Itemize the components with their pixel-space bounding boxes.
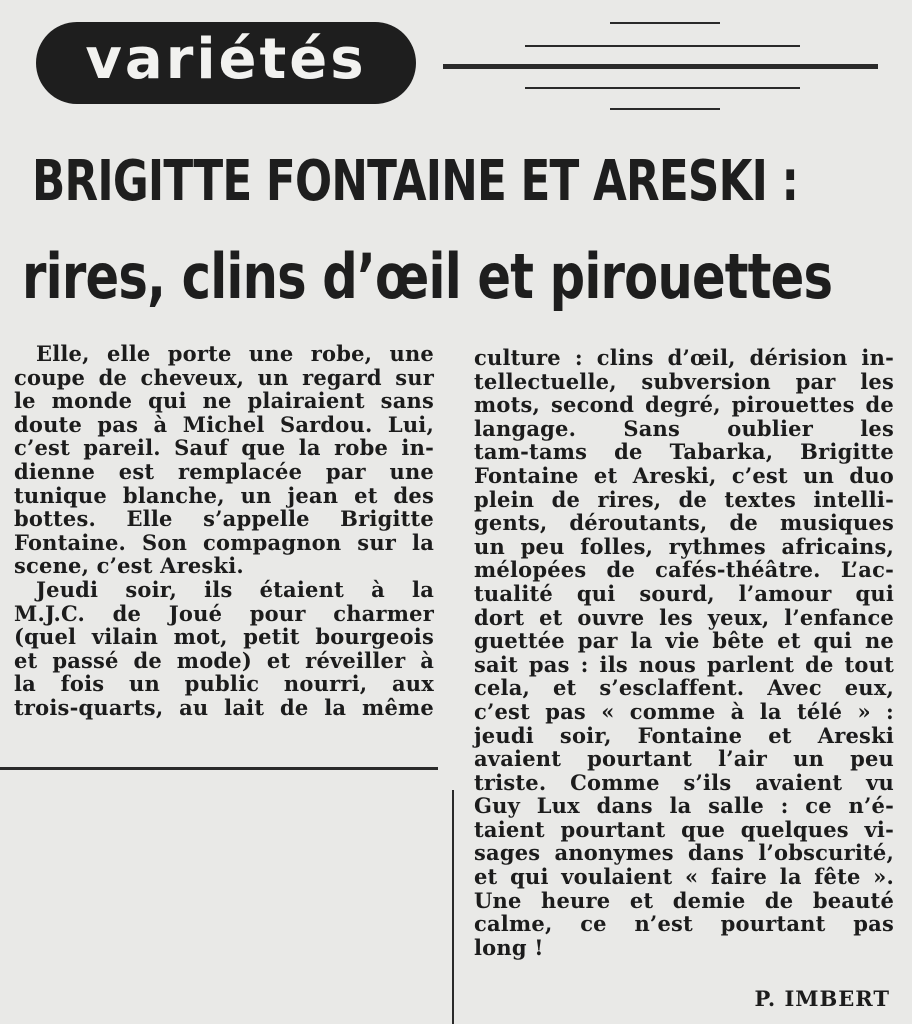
text-line: doute pas à Michel Sardou. Lui, [14,411,434,437]
text-line: calme, ce n’est pourtant pas [474,911,894,937]
text-line: dienne est remplacée par une [14,458,434,484]
text-line: Elle, elle porte une robe, une [36,341,434,366]
text-line: Guy Lux dans la salle : ce n’é- [474,793,894,819]
column-rule-vertical [452,790,454,1024]
text-line: la fois un public nourri, aux [14,671,434,697]
text-line: le monde qui ne plairaient sans [14,388,434,414]
text-line: un peu folles, rythmes africains, [474,533,894,559]
text-line: (quel vilain mot, petit bourgeois [14,624,434,650]
text-line: jeudi soir, Fontaine et Areski [474,722,894,748]
text-line: plein de rires, de textes intelli- [474,486,894,512]
text-line: Jeudi soir, ils étaient à la [36,576,434,602]
text-line: c’est pareil. Sauf que la robe in- [14,435,434,461]
text-line: long ! [474,934,544,960]
text-line: langage. Sans oublier les [474,415,894,441]
text-line: Une heure et demie de beauté [474,887,894,913]
text-line: culture : clins d’œil, dérision in- [474,345,894,370]
text-line: scene, c’est Areski. [14,553,244,579]
text-line: dort et ouvre les yeux, l’enfance [474,604,894,630]
text-line: sait pas : ils nous parlent de tout [474,651,894,677]
text-line: taient pourtant que quelques vi- [474,816,894,842]
text-line: guettée par la vie bête et qui ne [474,628,894,654]
text-line: Fontaine et Areski, c’est un duo [474,462,894,488]
text-line: cela, et s’esclaffent. Avec eux, [474,675,894,701]
article-subheadline: rires, clins d’œil et pirouettes [22,240,833,313]
text-line: et qui voulaient « faire la fête ». [474,864,894,890]
text-line: tunique blanche, un jean et des [14,482,434,508]
article-headline: BRIGITTE FONTAINE ET ARESKI : [32,149,799,214]
decorative-rule [525,87,800,89]
text-line: bottes. Elle s’appelle Brigitte [14,506,434,532]
article-column-left [14,342,434,720]
text-line: triste. Comme s’ils avaient vu [474,769,894,795]
article-column-right [474,346,894,959]
article-signature: P. IMBERT [754,986,890,1011]
section-rubric-badge [36,22,416,104]
decorative-rule [443,64,878,69]
section-rubric-label: variétés [85,27,367,92]
text-line: mots, second degré, pirouettes de [474,392,894,418]
text-line: tam-tams de Tabarka, Brigitte [474,439,894,465]
decorative-rule [610,108,720,110]
text-line: c’est pas « comme à la télé » : [474,698,894,724]
text-line: trois-quarts, au lait de la même [14,694,434,720]
text-line: M.J.C. de Joué pour charmer [14,600,434,626]
text-line: mélopées de cafés-théâtre. L’ac- [474,557,894,583]
column-rule-horizontal [0,767,438,770]
text-line: tellectuelle, subversion par les [474,368,894,394]
text-line: gents, déroutants, de musiques [474,510,894,536]
text-line: sages anonymes dans l’obscurité, [474,840,894,866]
decorative-rule [610,22,720,24]
text-line: Fontaine. Son compagnon sur la [14,529,434,555]
text-line: coupe de cheveux, un regard sur [14,364,434,390]
text-line: avaient pourtant l’air un peu [474,746,894,772]
text-line: et passé de mode) et réveiller à [14,647,434,673]
decorative-rule [525,45,800,47]
text-line: tualité qui sourd, l’amour qui [474,580,894,606]
